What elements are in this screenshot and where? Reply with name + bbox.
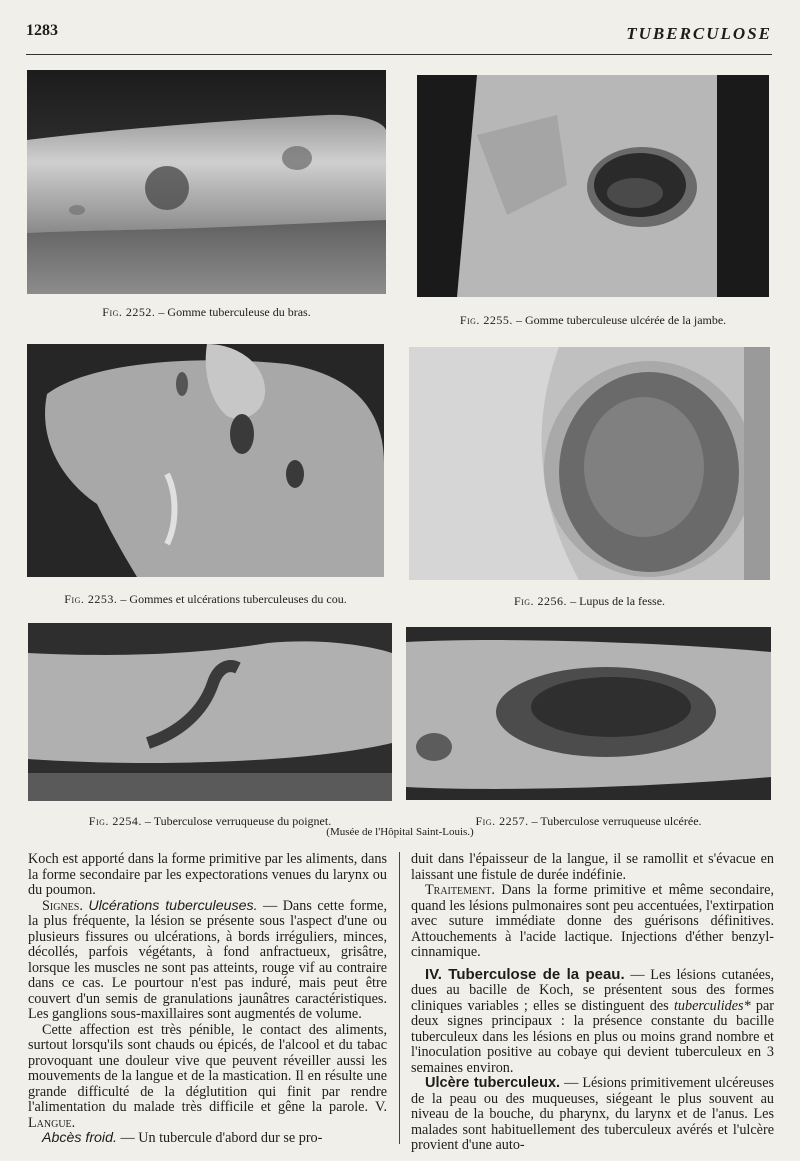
paragraph bbox=[28, 899, 387, 1023]
caption-fig-2256 bbox=[409, 594, 770, 609]
paragraph: Koch est apporté dans la forme primitive par les aliments, dans la forme secondaire par les expectorations venues du larynx ou du poumon. bbox=[28, 851, 387, 898]
photo-fig-2252 bbox=[27, 70, 386, 294]
fig-label: Fig. 2257. bbox=[475, 814, 529, 828]
page-header bbox=[26, 20, 772, 55]
fig-label: Fig. 2255. bbox=[459, 313, 513, 327]
column-divider bbox=[399, 852, 400, 1144]
paragraph bbox=[28, 1131, 387, 1147]
text: Cette affection est très pénible, le contact des aliments, surtout lorsqu'ils sont chauds ou épicés, de l'alcool et du tabac provoquant une douleur vive que peuvent réveiller aussi les mouvements de la langue et de la mastication. Il en résulte une grande difficulté de la déglutition qui finit par rendre l'alimentation du malade très difficile et gêne la parole. bbox=[28, 1021, 387, 1115]
photo-fig-2257 bbox=[406, 627, 771, 800]
cross-reference: V. Langue. bbox=[28, 1099, 388, 1131]
term: tuberculides* bbox=[673, 997, 751, 1014]
fig-caption: – Gommes et ulcérations tuberculeuses du cou. bbox=[120, 592, 347, 606]
subheading: Abcès froid. bbox=[42, 1130, 117, 1146]
term: Traitement. bbox=[425, 882, 495, 898]
paragraph bbox=[28, 1023, 387, 1132]
text: Dans la forme primitive et même secondaire, quand les lésions pulmonaires sont peu accentuées, l'extirpation avec suture immédiate donne des guérisons définitives. Attouchements à l'acide lactique. Injections d'éther benzyl-cinnamique. bbox=[411, 882, 774, 960]
text: — Les lésions cutanées, dues au bacille de Koch, se présentent sous des formes cliniques variables ; elles se distinguent des bbox=[411, 966, 775, 1014]
subheading: Ulcère tuberculeux. bbox=[425, 1075, 561, 1091]
text-column-left bbox=[28, 852, 387, 1147]
fig-label: Fig. 2256. bbox=[513, 594, 568, 608]
fig-caption: – Tuberculose verruqueuse ulcérée. bbox=[531, 814, 702, 828]
term: Signes. bbox=[42, 897, 83, 914]
running-title: TUBERCULOSE bbox=[626, 24, 772, 43]
fig-caption: – Gomme tuberculeuse du bras. bbox=[158, 305, 311, 319]
text: — Un tubercule d'abord dur se pro- bbox=[120, 1130, 323, 1146]
paragraph bbox=[411, 883, 774, 961]
caption-fig-2252 bbox=[27, 305, 386, 320]
section-heading: IV. Tuberculose de la peau. bbox=[425, 965, 625, 983]
paragraph bbox=[411, 1076, 774, 1154]
photo-fig-2256 bbox=[409, 347, 770, 580]
paragraph bbox=[411, 967, 774, 1077]
text: — Dans cette forme, la plus fréquente, la lésion se présente sous l'aspect d'une ou plusieurs fissures ou ulcérations, à bords irréguliers, minces, décollés, parfois végétants, à fond anfractueux, grisâtre, lorsque les muscles ne sont pas atteints, rouge vif au contraire dans ce cas. Le pourtour n'est pas induré, mais peut être couvert d'un semis de granulations jaunâtres caractéristiques. Les ganglions sous-maxillaires sont augmentés de volume. bbox=[28, 897, 388, 1022]
photo-fig-2253 bbox=[27, 344, 384, 577]
subheading: Ulcérations tuberculeuses. bbox=[88, 897, 258, 914]
photo-credit: (Musée de l'Hôpital Saint-Louis.) bbox=[326, 826, 474, 838]
fig-caption: – Gomme tuberculeuse ulcérée de la jambe. bbox=[515, 313, 727, 327]
paragraph: duit dans l'épaisseur de la langue, il se ramollit et s'évacue en laissant une fistule de durée indéfinie. bbox=[411, 851, 774, 883]
photo-fig-2254 bbox=[28, 623, 392, 801]
caption-fig-2255 bbox=[417, 313, 769, 328]
text-column-right bbox=[411, 852, 774, 1154]
photo-fig-2255 bbox=[417, 75, 769, 297]
text: par deux signes principaux : la présence constante du bacille tuberculeux dans les lésions en plus ou moins grand nombre et l'inoculation positive au cobaye qui devient tuberculeux en 3 semaines environ. bbox=[411, 997, 775, 1076]
fig-label: Fig. 2253. bbox=[64, 592, 118, 606]
caption-fig-2253 bbox=[27, 592, 384, 607]
fig-caption: – Lupus de la fesse. bbox=[570, 594, 666, 608]
fig-caption: – Tuberculose verruqueuse du poignet. bbox=[144, 814, 332, 828]
fig-label: Fig. 2254. bbox=[88, 814, 142, 828]
text: — Lésions primitivement ulcéreuses de la peau ou des muqueuses, siégeant le plus souvent au niveau de la bouche, du pharynx, du larynx et de l'anus. Les malades sont habituellement des tuberculeux avérés et l'ulcère provient d'une auto- bbox=[411, 1075, 775, 1153]
page-number: 1283 bbox=[26, 22, 58, 39]
fig-label: Fig. 2252. bbox=[102, 305, 156, 319]
